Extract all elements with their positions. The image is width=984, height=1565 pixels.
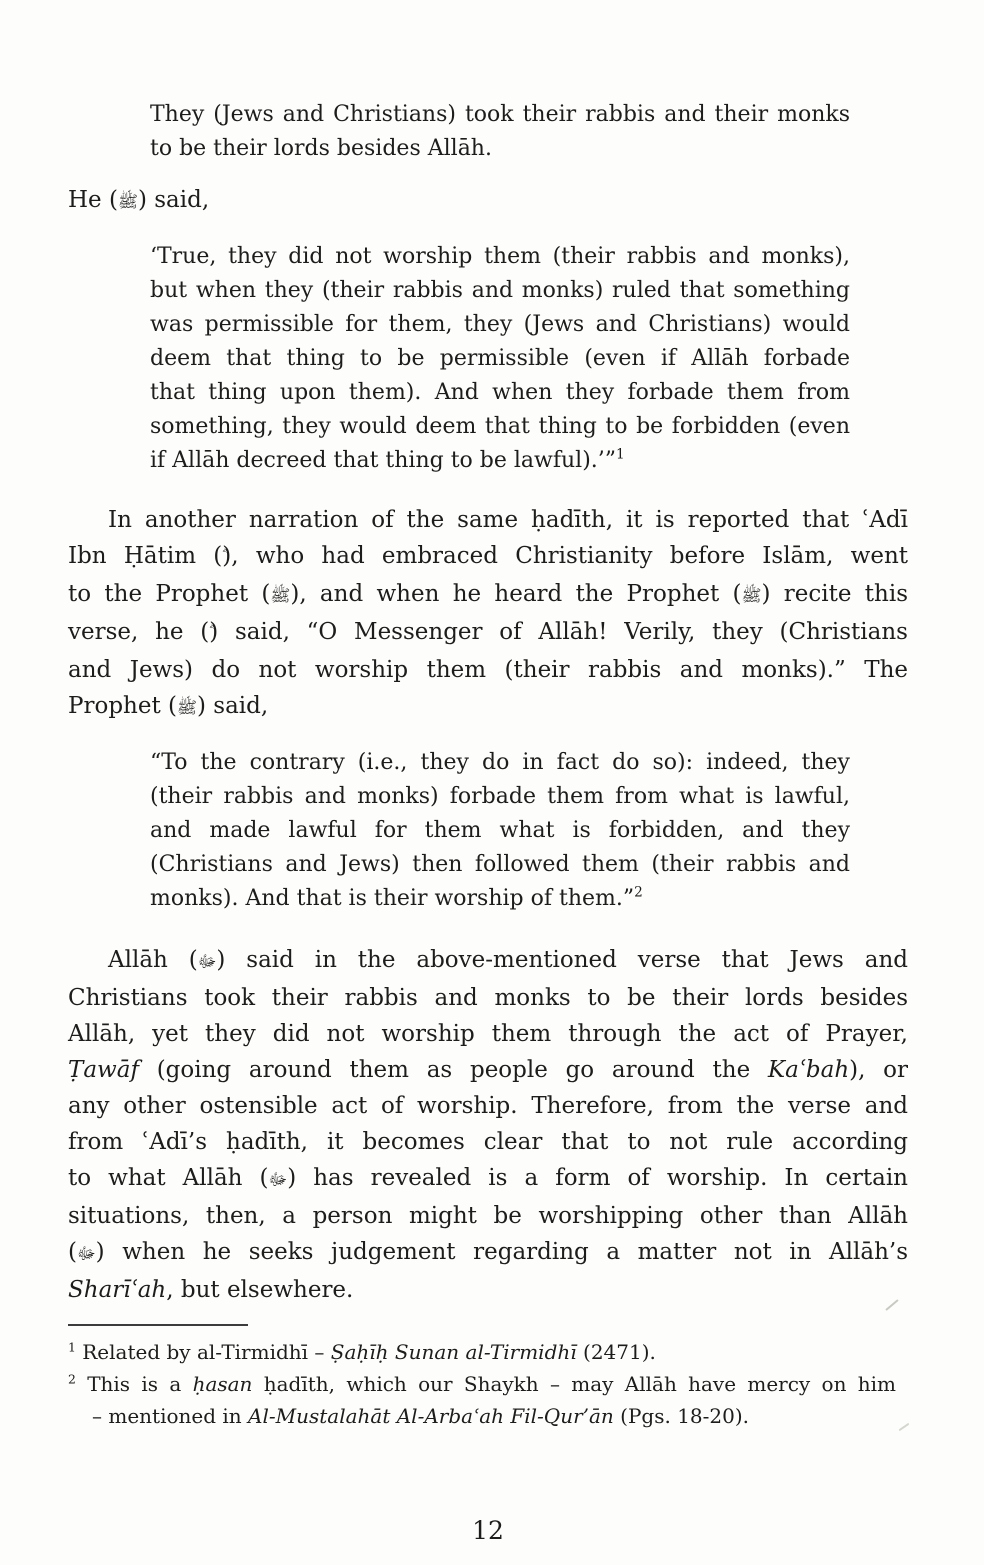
text-line: ‘True, they did not worship them (their rabbis and monks), (150, 244, 850, 269)
text-line: “To the contrary (i.e., they do in fact do so): indeed, they (150, 750, 850, 775)
text-line: Ibn Ḥātim (), who had embraced Christianity before Islām, went (68, 543, 908, 569)
text-line: any other ostensible act of worship. Therefore, from the verse and (68, 1093, 908, 1119)
footnote-1 (68, 1336, 896, 1368)
attribution-he-said (68, 182, 908, 220)
paragraph-commentary (68, 942, 908, 1308)
blockquote-hadith-true (150, 240, 850, 478)
text-line: $^1$ Related by al-Tirmidhī – Ṣaḥīḥ Sunan al-Tirmidhī (2471). (68, 1339, 656, 1364)
blockquote-hadith-contrary (150, 746, 850, 916)
text-line: that thing upon them). And when they forbade them from (150, 380, 850, 405)
prophet-honorific-symbol: ﷺ (117, 192, 138, 211)
text-line: (Christians and Jews) then followed them (their rabbis and (150, 852, 850, 877)
text-line: was permissible for them, they (Jews and Christians) would (150, 312, 850, 337)
text-line: In another narration of the same ḥadīth, it is reported that ʿAdī (108, 507, 908, 533)
text-line: if Allāh decreed that thing to be lawful).’”$^1$ (150, 446, 625, 473)
text-line: (their rabbis and monks) forbade them from what is lawful, (150, 784, 850, 809)
text-line: but when they (their rabbis and monks) ruled that something (150, 278, 850, 303)
text-line: and made lawful for them what is forbidden, and they (150, 818, 850, 843)
text-line: Christians took their rabbis and monks to be their lords besides (68, 985, 908, 1011)
text-line: situations, then, a person might be worshipping other than Allāh (68, 1203, 908, 1229)
text-line: Allāh, yet they did not worship them through the act of Prayer, (68, 1021, 908, 1047)
footnotes-section (68, 1336, 896, 1432)
text-line: Sharīʿah, but elsewhere. (68, 1277, 354, 1303)
text-line: Allāh (ﷻ) said in the above-mentioned verse that Jews and (108, 947, 908, 973)
allah-honorific-symbol: ﷻ (268, 1170, 288, 1189)
prophet-honorific-symbol: ﷺ (177, 698, 197, 717)
prophet-honorific-symbol: ﷺ (741, 586, 762, 605)
allah-honorific-symbol: ﷻ (76, 1244, 96, 1263)
page-content (68, 98, 908, 1545)
footnote-divider (68, 1324, 248, 1326)
footnote-2 (68, 1368, 896, 1432)
text-line: deem that thing to be permissible (even if Allāh forbade (150, 346, 850, 371)
text-line: and Jews) do not worship them (their rabbis and monks).” The (68, 657, 908, 683)
text-line: (ﷻ) when he seeks judgement regarding a matter not in Allāh’s (68, 1239, 908, 1265)
text-line: to the Prophet (ﷺ), and when he heard the Prophet (ﷺ) recite this (68, 581, 908, 607)
text-line: verse, he () said, “O Messenger of Allāh! Verily, they (Christians (68, 619, 908, 645)
text-line: something, they would deem that thing to be forbidden (even (150, 414, 850, 439)
text-line: Prophet (ﷺ) said, (68, 693, 269, 719)
blockquote-quran-verse (150, 98, 850, 166)
text-line: He (ﷺ) said, (68, 187, 210, 213)
allah-honorific-symbol: ﷻ (197, 952, 217, 971)
text-line: to be their lords besides Allāh. (150, 136, 492, 161)
text-line: They (Jews and Christians) took their rabbis and their monks (150, 102, 850, 127)
text-line: to what Allāh (ﷻ) has revealed is a form of worship. In certain (68, 1165, 908, 1191)
text-line: Ṭawāf (going around them as people go around the Kaʿbah), or (68, 1057, 908, 1083)
text-line: – mentioned in Al-Mustalahāt Al-Arbaʿah Fil-Qur’ān (Pgs. 18-20). (92, 1404, 750, 1428)
page-number: 12 (472, 1516, 504, 1545)
prophet-honorific-symbol: ﷺ (270, 586, 291, 605)
paragraph-adi-narration (68, 502, 908, 726)
text-line: monks). And that is their worship of them.”$^2$ (150, 884, 643, 911)
text-line: $^2$ This is a ḥasan ḥadīth, which our Shaykh – may Allāh have mercy on him (68, 1371, 896, 1396)
text-line: from ʿAdī’s ḥadīth, it becomes clear that to not rule according (68, 1129, 908, 1155)
